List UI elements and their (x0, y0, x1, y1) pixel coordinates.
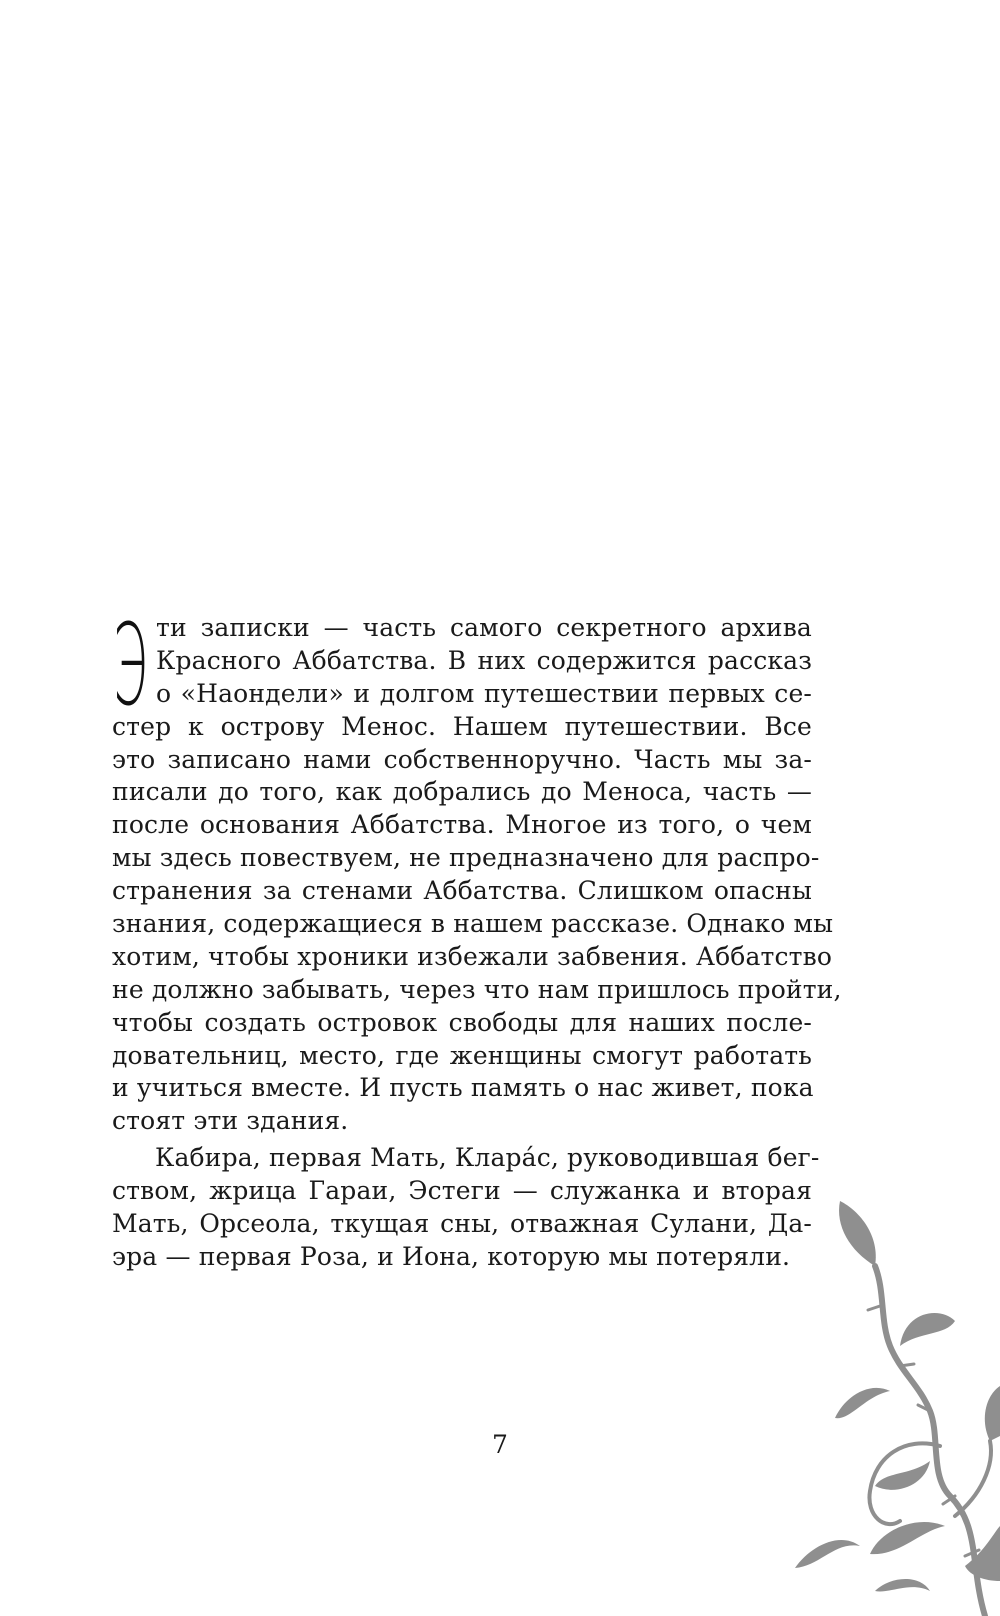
text-line: стер к острову Менос. Нашем путешествии. Все (112, 711, 812, 741)
text-line: Кабира, первая Мать, Клара́с, руководившая бег- (155, 1143, 820, 1173)
text-block (112, 601, 842, 1274)
text-line: это записано нами собственноручно. Часть мы за- (112, 744, 812, 774)
text-line: ством, жрица Гараи, Эстеги — служанка и вторая (112, 1176, 812, 1206)
text-line: и учиться вместе. И пусть память о нас живет, пока (112, 1073, 814, 1103)
text-line: после основания Аббатства. Многое из того, о чем (112, 810, 812, 840)
text-line: эра — первая Роза, и Иона, которую мы потеряли. (112, 1241, 791, 1271)
vine-leaves-ornament-icon (780, 1196, 1000, 1616)
text-line: Красного Аббатства. В них содержится рассказ (156, 645, 812, 675)
text-line: Мать, Орсеола, ткущая сны, отважная Сулани, Да- (112, 1209, 812, 1239)
text-line: хотим, чтобы хроники избежали забвения. Аббатство (112, 941, 833, 971)
page-number: 7 (492, 1430, 508, 1459)
paragraph-1 (112, 612, 842, 1138)
text-line: мы здесь повествуем, не предназначено для распро- (112, 843, 820, 873)
drop-cap-letter: Э (113, 601, 147, 731)
text-line: знания, содержащиеся в нашем рассказе. Однако мы (112, 909, 834, 939)
text-line: ти записки — часть самого секретного архива (156, 613, 812, 642)
text-line: о «Наондели» и долгом путешествии первых се- (156, 678, 812, 708)
text-line: чтобы создать островок свободы для наших после- (112, 1007, 812, 1037)
paragraph-2 (112, 1142, 820, 1274)
text-line: странения за стенами Аббатства. Слишком опасны (112, 876, 812, 906)
text-line: не должно забывать, через что нам пришлось пройти, (112, 974, 842, 1004)
text-line: довательниц, место, где женщины смогут работать (112, 1040, 812, 1070)
drop-cap (112, 601, 148, 731)
text-line: стоят эти здания. (112, 1106, 349, 1136)
text-line: писали до того, как добрались до Меноса, часть — (112, 777, 812, 807)
